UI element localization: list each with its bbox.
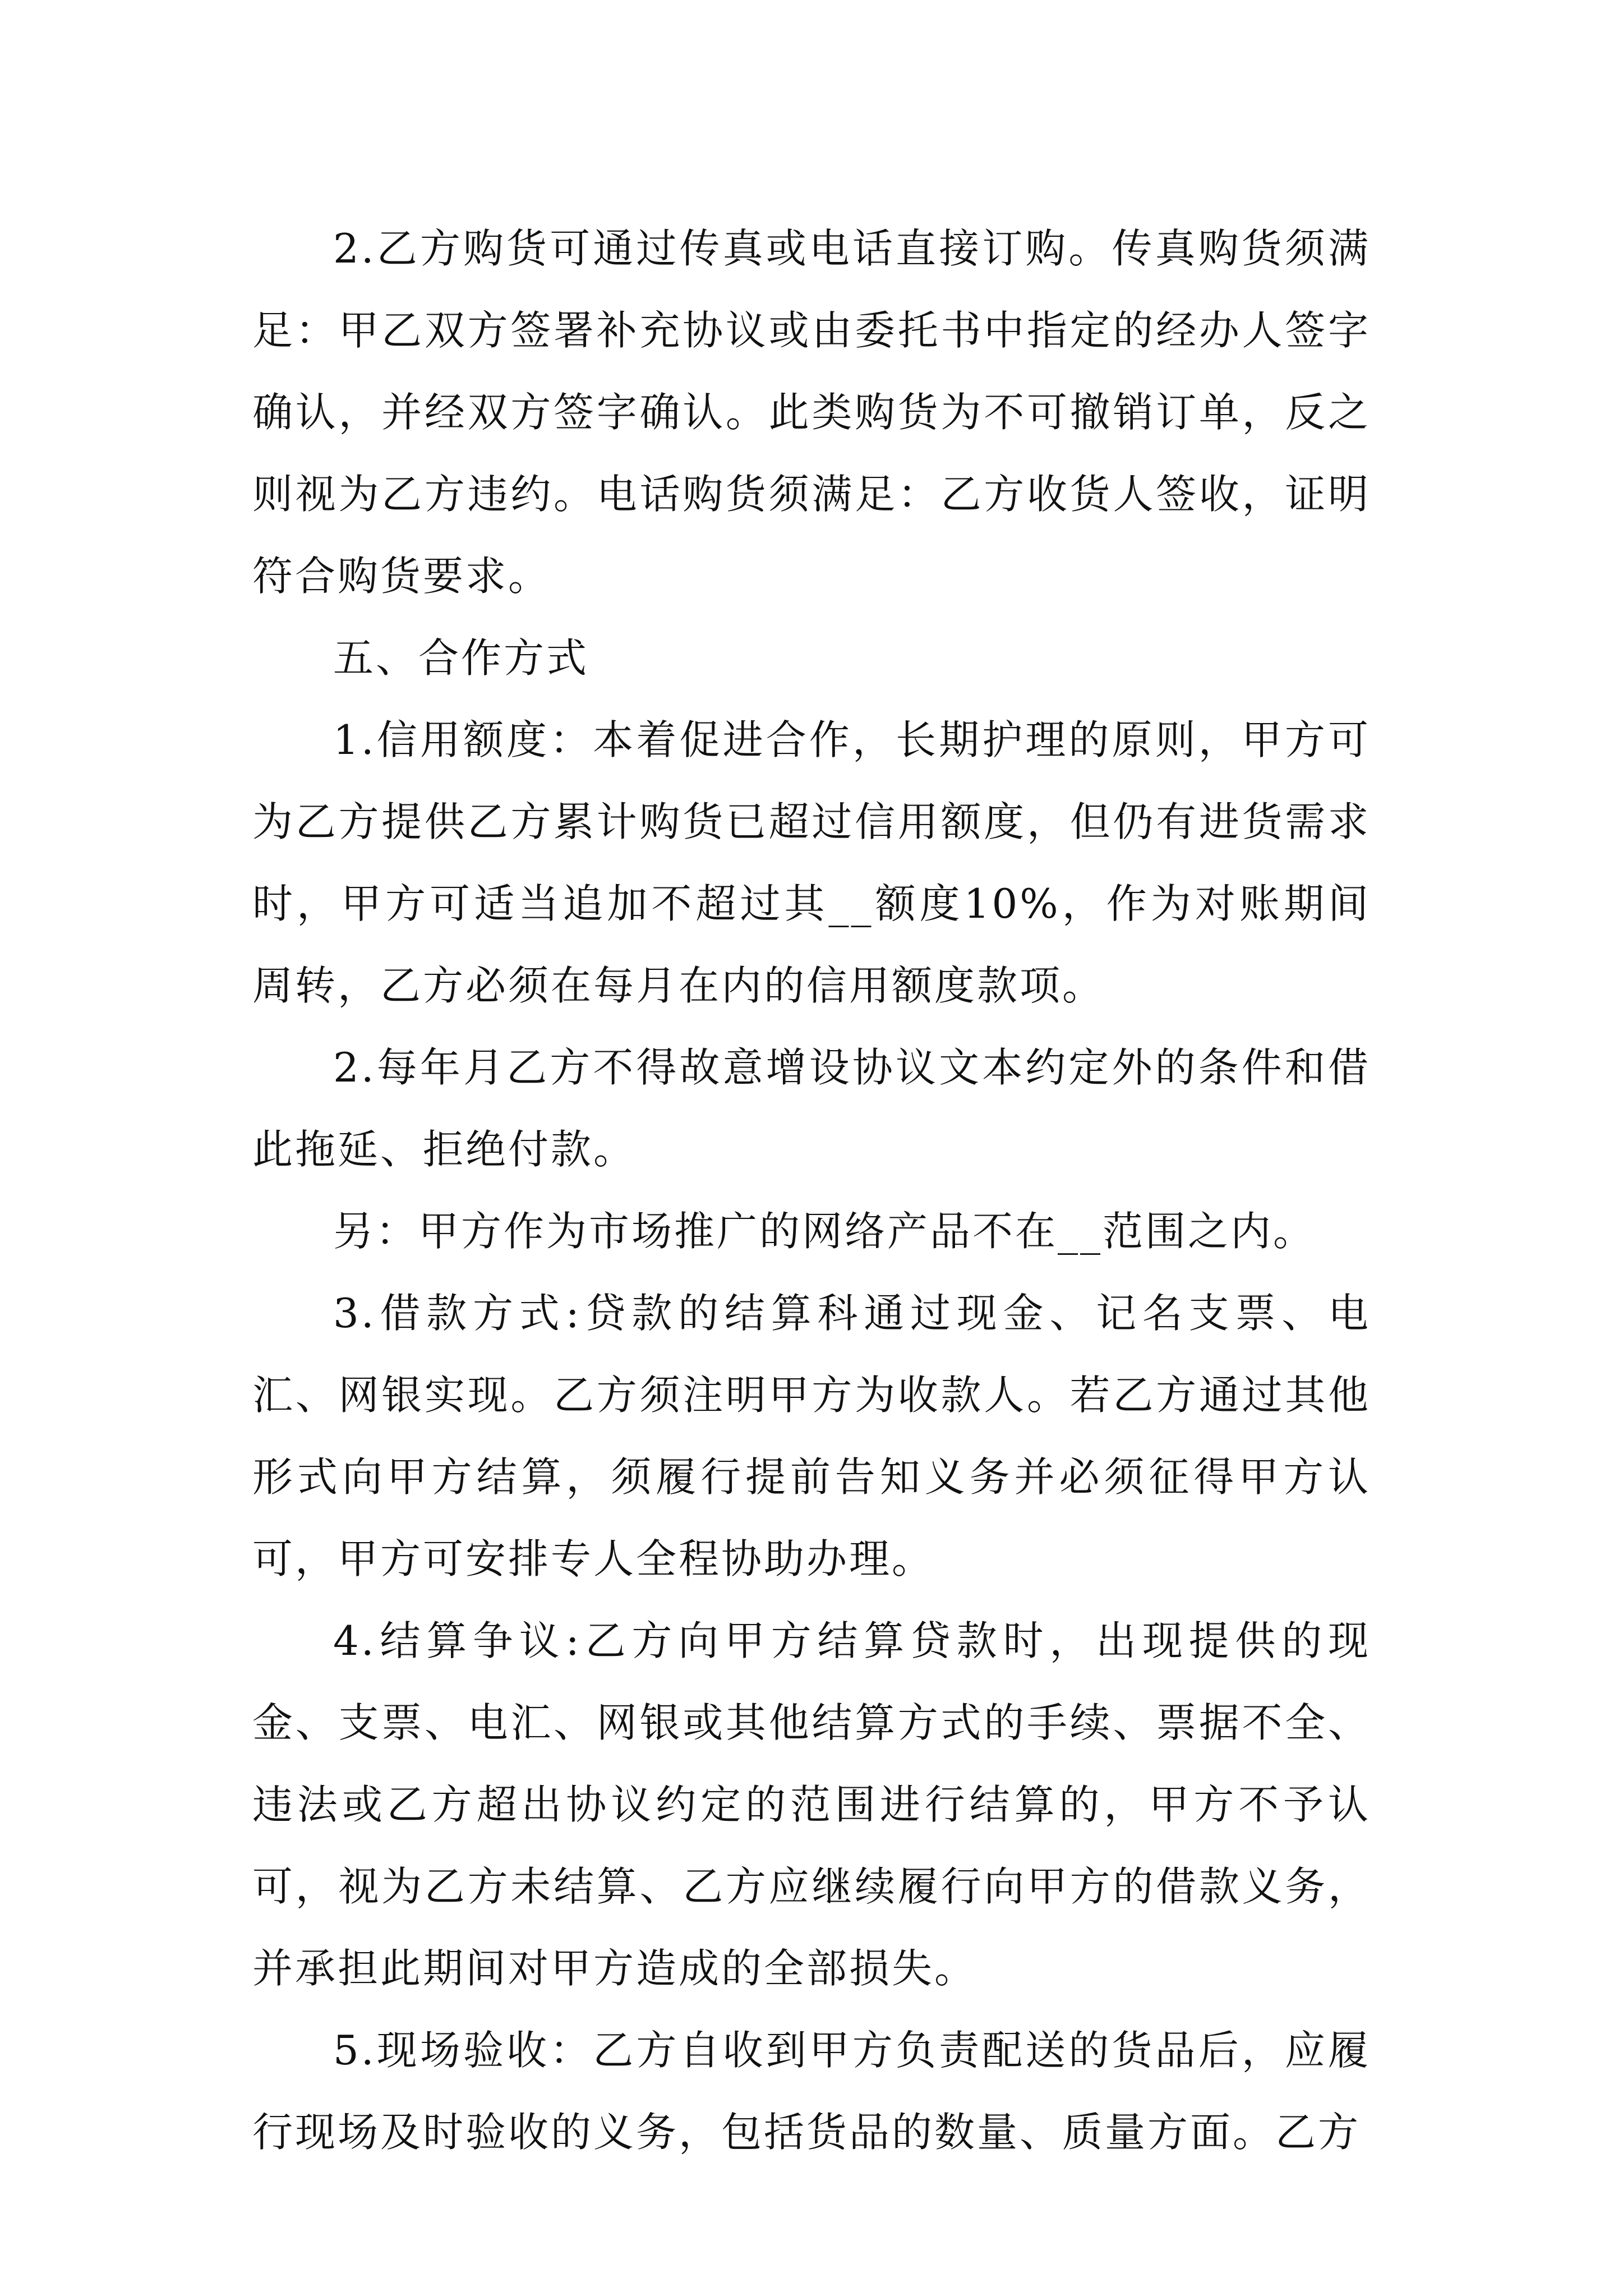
paragraph-onsite-inspection: 5.现场验收：乙方自收到甲方负责配送的货品后，应履行现场及时验收的义务，包括货品的数量、质量方面。乙方 — [252, 2027, 1371, 2156]
document-body — [252, 208, 1371, 2173]
paragraph-settlement-dispute: 4.结算争议:乙方向甲方结算贷款时，出现提供的现金、支票、电汇、网银或其他结算方式的手续、票据不全、违法或乙方超出协议约定的范围进行结算的，甲方不予认可，视为乙方未结算、乙方应继续履行向甲方的借款义务，并承担此期间对甲方造成的全部损失。 — [252, 1617, 1371, 1992]
paragraph-additional-note: 另：甲方作为市场推广的网络产品不在__范围之内。 — [333, 1208, 1316, 1255]
paragraph-payment-method: 3.借款方式:贷款的结算科通过现金、记名支票、电汇、网银实现。乙方须注明甲方为收款人。若乙方通过其他形式向甲方结算，须履行提前告知义务并必须征得甲方认可，甲方可安排专人全程协助办理。 — [252, 1290, 1371, 1582]
paragraph-payment-conditions: 2.每年月乙方不得故意增设协议文本约定外的条件和借此拖延、拒绝付款。 — [252, 1044, 1371, 1173]
paragraph-purchase-ordering: 2.乙方购货可通过传真或电话直接订购。传真购货须满足：甲乙双方签署补充协议或由委托书中指定的经办人签字确认，并经双方签字确认。此类购货为不可撤销订单，反之则视为乙方违约。电话购货须满足：乙方收货人签收，证明符合购货要求。 — [252, 225, 1371, 600]
section-heading-cooperation: 五、合作方式 — [333, 634, 589, 682]
paragraph-credit-limit: 1.信用额度：本着促进合作，长期护理的原则，甲方可为乙方提供乙方累计购货已超过信用额度，但仍有进货需求时，甲方可适当追加不超过其__额度10%，作为对账期间周转，乙方必须在每月在内的信用额度款项。 — [252, 716, 1371, 1009]
